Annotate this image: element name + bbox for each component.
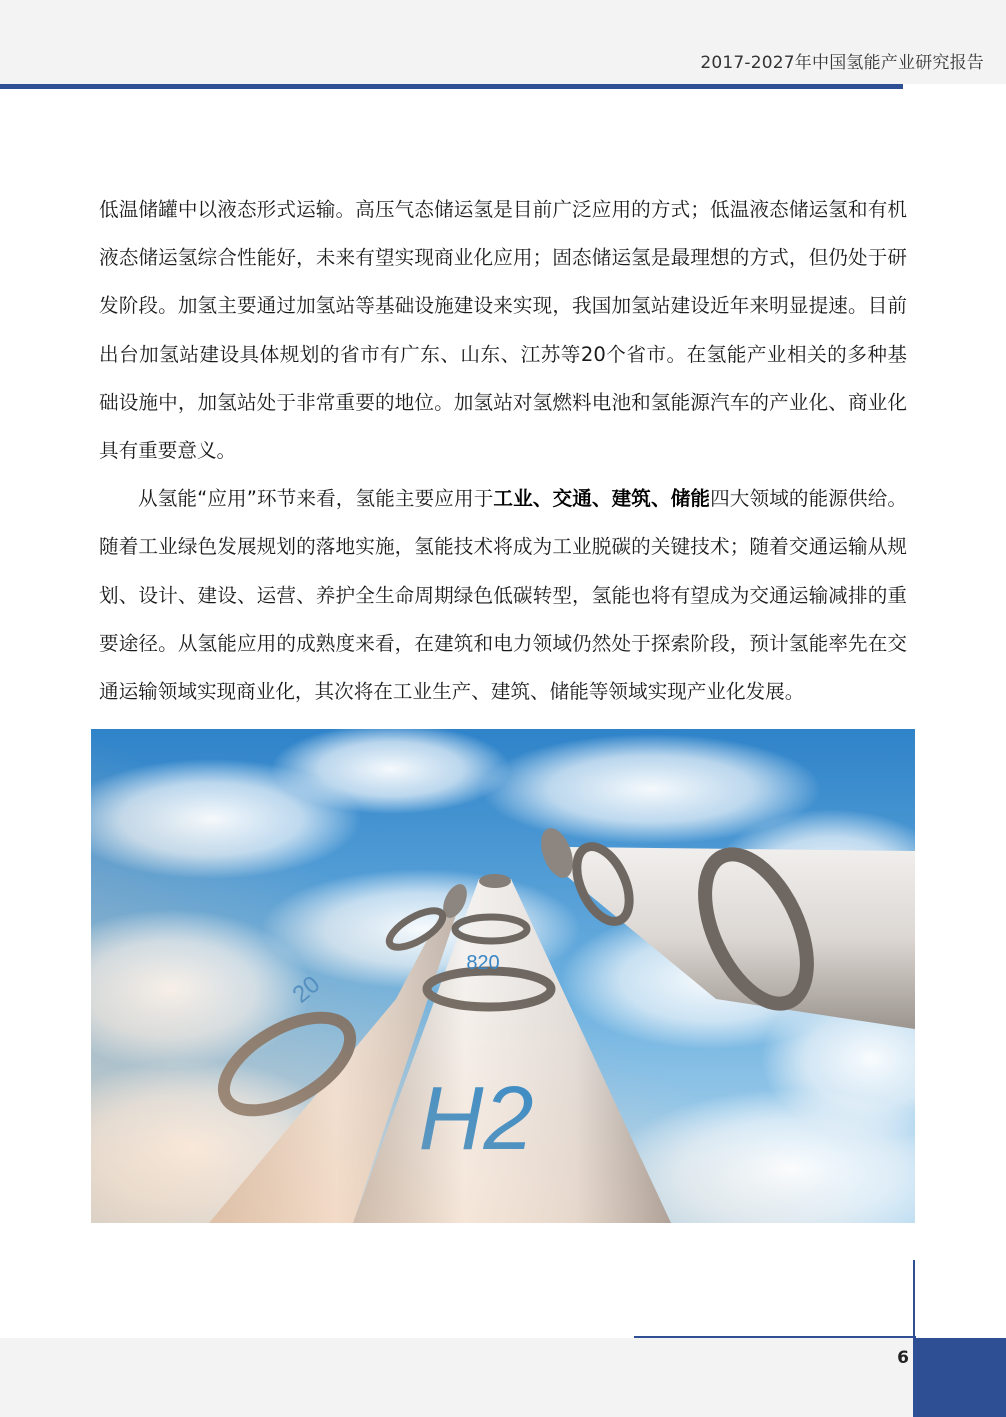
report-title: 2017-2027年中国氢能产业研究报告: [700, 53, 984, 73]
hydrogen-pipes-photo: [91, 729, 915, 1223]
page-number: 6: [897, 1348, 909, 1368]
footer-accent-block: [915, 1338, 1006, 1417]
paragraph-application: [99, 475, 907, 716]
sun-glow: [91, 729, 915, 1223]
body-text: [99, 186, 907, 716]
footer-rule: [634, 1336, 916, 1338]
paragraph-storage: 低温储罐中以液态形式运输。高压气态储运氢是目前广泛应用的方式；低温液态储运氢和有机液态储运氢综合性能好，未来有望实现商业化应用；固态储运氢是最理想的方式，但仍处于研发阶段。加氢主要通过加氢站等基础设施建设来实现，我国加氢站建设近年来明显提速。目前出台加氢站建设具体规划的省市有广东、山东、江苏等20个省市。在氢能产业相关的多种基础设施中，加氢站处于非常重要的地位。加氢站对氢燃料电池和氢能源汽车的产业化、商业化具有重要意义。: [99, 198, 907, 463]
footer-band: [0, 1338, 1006, 1417]
header-rule: [0, 84, 903, 89]
paragraph-application-lead: 从氢能“应用”环节来看，氢能主要应用于: [138, 487, 494, 511]
application-fields-emphasis: 工业、交通、建筑、储能: [493, 487, 711, 511]
paragraph-application-rest: 四大领域的能源供给。随着工业绿色发展规划的落地实施，氢能技术将成为工业脱碳的关键技术；随着交通运输从规划、设计、建设、运营、养护全生命周期绿色低碳转型，氢能也将有望成为交通运输减排的重要途径。从氢能应用的成熟度来看，在建筑和电力领域仍然处于探索阶段，预计氢能率先在交通运输领域实现商业化，其次将在工业生产、建筑、储能等领域实现产业化发展。: [99, 487, 907, 704]
